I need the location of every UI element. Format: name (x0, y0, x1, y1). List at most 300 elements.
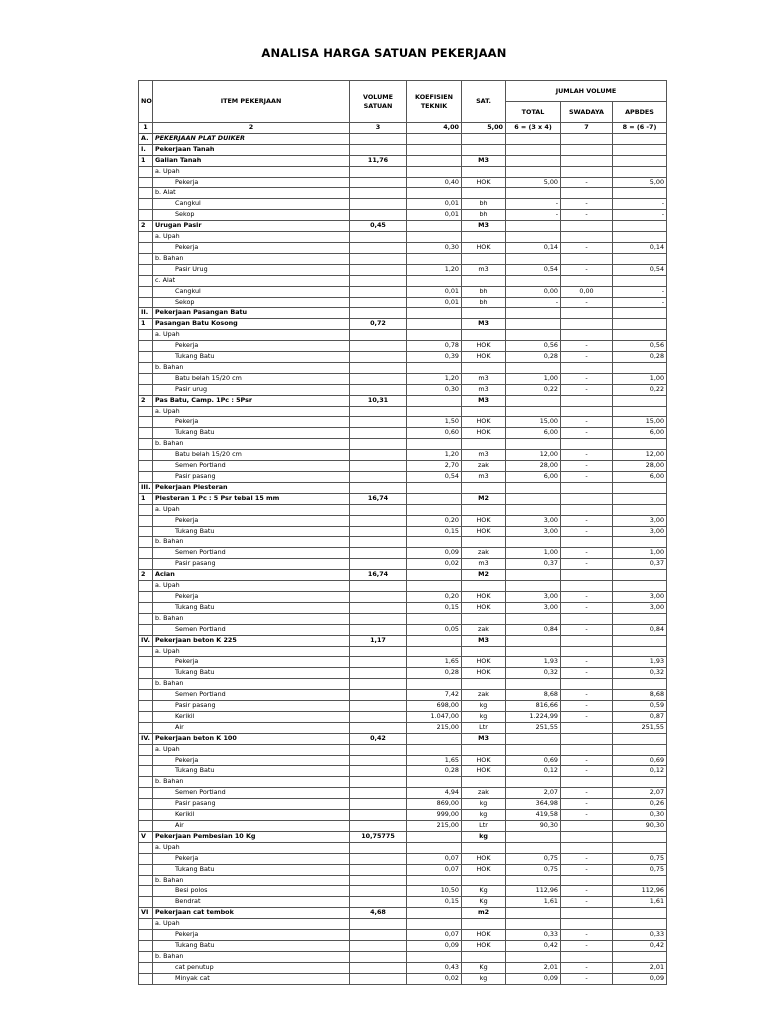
cell-apbdes (613, 330, 667, 341)
cell-sat: zak (462, 461, 506, 472)
cell-item: Tukang Batu (153, 940, 350, 951)
cell-swadaya (561, 722, 613, 733)
cell-apbdes: 0,32 (613, 668, 667, 679)
cell-apbdes (613, 155, 667, 166)
cell-apbdes (613, 831, 667, 842)
cell-no (139, 755, 153, 766)
cell-no (139, 973, 153, 984)
cell-swadaya (561, 744, 613, 755)
cell-item: Pekerja (153, 341, 350, 352)
cell-no: 2 (139, 395, 153, 406)
cell-no (139, 766, 153, 777)
cell-koefisien (407, 439, 462, 450)
table-row (139, 242, 667, 253)
cell-total: 90,30 (506, 821, 561, 832)
cell-swadaya (561, 613, 613, 624)
cell-sat (462, 777, 506, 788)
cell-apbdes: 0,14 (613, 242, 667, 253)
cell-no (139, 439, 153, 450)
cell-swadaya (561, 330, 613, 341)
cell-volume (350, 613, 407, 624)
cell-sat: HOK (462, 341, 506, 352)
cell-swadaya (561, 319, 613, 330)
cell-item: a. Upah (153, 919, 350, 930)
cell-total (506, 613, 561, 624)
cell-volume (350, 744, 407, 755)
cell-apbdes: 251,55 (613, 722, 667, 733)
cell-volume (350, 766, 407, 777)
table-row (139, 875, 667, 886)
cell-swadaya: - (561, 973, 613, 984)
cell-volume (350, 537, 407, 548)
cell-volume (350, 930, 407, 941)
cell-koefisien (407, 253, 462, 264)
cell-item: Pekerja (153, 242, 350, 253)
cell-sat: zak (462, 548, 506, 559)
cell-volume (350, 821, 407, 832)
col-header-sat: SAT. (462, 81, 506, 123)
cell-volume (350, 144, 407, 155)
cell-total (506, 537, 561, 548)
cell-total: 419,58 (506, 810, 561, 821)
cell-apbdes: 2,07 (613, 788, 667, 799)
cell-swadaya (561, 919, 613, 930)
cell-koefisien: 0,20 (407, 591, 462, 602)
cell-volume (350, 788, 407, 799)
table-row (139, 711, 667, 722)
cell-sat: m3 (462, 559, 506, 570)
cell-apbdes: 8,68 (613, 690, 667, 701)
cell-item: Kerikil (153, 711, 350, 722)
cell-sat (462, 646, 506, 657)
cell-sat (462, 613, 506, 624)
cell-total (506, 308, 561, 319)
cell-volume (350, 810, 407, 821)
table-row (139, 777, 667, 788)
table-row (139, 406, 667, 417)
cell-koefisien (407, 319, 462, 330)
cell-swadaya: - (561, 384, 613, 395)
cell-koefisien: 215,00 (407, 722, 462, 733)
cell-apbdes: - (613, 286, 667, 297)
cell-koefisien (407, 482, 462, 493)
cell-item: Pekerjaan beton K 225 (153, 635, 350, 646)
cell-koefisien: 1,20 (407, 450, 462, 461)
cell-volume: 0,42 (350, 733, 407, 744)
cell-item: Pekerjaan beton K 100 (153, 733, 350, 744)
cell-no (139, 864, 153, 875)
cell-total (506, 330, 561, 341)
cell-sat: HOK (462, 177, 506, 188)
cell-no (139, 417, 153, 428)
cell-volume: 16,74 (350, 570, 407, 581)
cell-item: Tukang Batu (153, 864, 350, 875)
cell-volume (350, 591, 407, 602)
cell-volume (350, 439, 407, 450)
cell-koefisien (407, 733, 462, 744)
table-row (139, 831, 667, 842)
cell-apbdes (613, 482, 667, 493)
cell-apbdes (613, 951, 667, 962)
cell-sat (462, 842, 506, 853)
cell-item: Pasir pasang (153, 799, 350, 810)
cell-item: Acian (153, 570, 350, 581)
cell-volume: 3 (350, 123, 407, 134)
table-row (139, 919, 667, 930)
table-row (139, 722, 667, 733)
cell-no (139, 624, 153, 635)
cell-total: 251,55 (506, 722, 561, 733)
cell-sat: zak (462, 624, 506, 635)
cell-koefisien: 10,50 (407, 886, 462, 897)
cell-no (139, 253, 153, 264)
cell-total: 0,00 (506, 286, 561, 297)
cell-total (506, 232, 561, 243)
analysis-table (138, 80, 667, 985)
cell-item: b. Alat (153, 188, 350, 199)
cell-total (506, 919, 561, 930)
cell-koefisien: 2,70 (407, 461, 462, 472)
cell-koefisien: 4,00 (407, 123, 462, 134)
cell-no (139, 690, 153, 701)
cell-total (506, 744, 561, 755)
cell-no (139, 810, 153, 821)
cell-swadaya: - (561, 472, 613, 483)
cell-no: 1 (139, 155, 153, 166)
table-row (139, 166, 667, 177)
cell-volume: 0,72 (350, 319, 407, 330)
cell-volume (350, 210, 407, 221)
cell-no (139, 515, 153, 526)
cell-total: 0,75 (506, 853, 561, 864)
cell-sat (462, 951, 506, 962)
cell-swadaya (561, 733, 613, 744)
table-row (139, 253, 667, 264)
cell-apbdes: 3,00 (613, 591, 667, 602)
cell-item: Pasir urug (153, 384, 350, 395)
cell-apbdes: 6,00 (613, 472, 667, 483)
cell-swadaya (561, 570, 613, 581)
cell-total (506, 504, 561, 515)
cell-total: 2,01 (506, 962, 561, 973)
cell-swadaya: 0,00 (561, 286, 613, 297)
cell-item: Pekerja (153, 853, 350, 864)
cell-item: Cangkul (153, 199, 350, 210)
cell-item: Pekerja (153, 515, 350, 526)
cell-no (139, 711, 153, 722)
cell-apbdes (613, 504, 667, 515)
cell-item: Kerikil (153, 810, 350, 821)
cell-total (506, 908, 561, 919)
cell-swadaya: - (561, 177, 613, 188)
table-row (139, 123, 667, 134)
cell-koefisien (407, 232, 462, 243)
cell-koefisien: 1.047,00 (407, 711, 462, 722)
cell-swadaya (561, 821, 613, 832)
cell-total (506, 635, 561, 646)
cell-total: 0,37 (506, 559, 561, 570)
cell-sat (462, 253, 506, 264)
cell-total: 1,61 (506, 897, 561, 908)
cell-swadaya (561, 908, 613, 919)
cell-apbdes: - (613, 199, 667, 210)
cell-apbdes: 1,00 (613, 373, 667, 384)
cell-sat (462, 133, 506, 144)
cell-koefisien: 0,07 (407, 864, 462, 875)
cell-swadaya: - (561, 591, 613, 602)
cell-volume: 4,68 (350, 908, 407, 919)
cell-swadaya: - (561, 417, 613, 428)
cell-apbdes: 1,61 (613, 897, 667, 908)
cell-no (139, 581, 153, 592)
cell-no (139, 472, 153, 483)
cell-total (506, 570, 561, 581)
cell-swadaya (561, 635, 613, 646)
cell-koefisien: 7,42 (407, 690, 462, 701)
cell-koefisien (407, 679, 462, 690)
cell-koefisien (407, 504, 462, 515)
cell-item: a. Upah (153, 504, 350, 515)
cell-total: 6,00 (506, 472, 561, 483)
cell-total: 0,42 (506, 940, 561, 951)
cell-no (139, 722, 153, 733)
cell-swadaya (561, 395, 613, 406)
cell-volume (350, 886, 407, 897)
cell-no (139, 406, 153, 417)
cell-apbdes: 1,93 (613, 657, 667, 668)
cell-apbdes: 2,01 (613, 962, 667, 973)
cell-volume (350, 602, 407, 613)
cell-swadaya: - (561, 701, 613, 712)
cell-volume (350, 242, 407, 253)
document-title: ANALISA HARGA SATUAN PEKERJAAN (261, 46, 507, 60)
cell-koefisien (407, 308, 462, 319)
cell-apbdes: 0,87 (613, 711, 667, 722)
cell-koefisien: 0,54 (407, 472, 462, 483)
cell-item: Tukang Batu (153, 602, 350, 613)
cell-no (139, 384, 153, 395)
cell-swadaya: - (561, 210, 613, 221)
cell-koefisien: 0,02 (407, 973, 462, 984)
cell-item: Sekop (153, 210, 350, 221)
cell-volume: 16,74 (350, 493, 407, 504)
cell-item: Pekerjaan Pembesian 10 Kg (153, 831, 350, 842)
cell-volume (350, 330, 407, 341)
table-row (139, 940, 667, 951)
cell-no (139, 613, 153, 624)
table-row (139, 188, 667, 199)
table-row (139, 395, 667, 406)
cell-item: Bendrat (153, 897, 350, 908)
cell-apbdes (613, 777, 667, 788)
cell-no (139, 919, 153, 930)
cell-apbdes (613, 908, 667, 919)
cell-koefisien (407, 951, 462, 962)
table-row (139, 537, 667, 548)
cell-apbdes (613, 613, 667, 624)
cell-no (139, 297, 153, 308)
cell-total: 364,98 (506, 799, 561, 810)
cell-item: Air (153, 821, 350, 832)
cell-swadaya (561, 951, 613, 962)
cell-volume (350, 646, 407, 657)
table-row (139, 155, 667, 166)
cell-no: I. (139, 144, 153, 155)
cell-sat (462, 362, 506, 373)
cell-item: Plesteran 1 Pc : 5 Psr tebal 15 mm (153, 493, 350, 504)
cell-sat: M3 (462, 155, 506, 166)
cell-sat: Ltr (462, 821, 506, 832)
cell-total (506, 395, 561, 406)
cell-no (139, 930, 153, 941)
table-row (139, 461, 667, 472)
cell-sat: bh (462, 210, 506, 221)
cell-item: b. Bahan (153, 537, 350, 548)
cell-apbdes (613, 875, 667, 886)
table-row (139, 766, 667, 777)
cell-sat: HOK (462, 940, 506, 951)
table-row (139, 962, 667, 973)
cell-total: 3,00 (506, 526, 561, 537)
cell-sat: m3 (462, 450, 506, 461)
cell-no (139, 537, 153, 548)
cell-swadaya (561, 679, 613, 690)
cell-koefisien (407, 908, 462, 919)
cell-koefisien: 0,28 (407, 766, 462, 777)
cell-swadaya (561, 875, 613, 886)
cell-volume (350, 472, 407, 483)
cell-no (139, 940, 153, 951)
cell-koefisien: 0,20 (407, 515, 462, 526)
table-row (139, 482, 667, 493)
table-row (139, 755, 667, 766)
cell-volume (350, 962, 407, 973)
cell-apbdes (613, 133, 667, 144)
cell-sat: m3 (462, 264, 506, 275)
cell-swadaya: - (561, 766, 613, 777)
cell-volume (350, 341, 407, 352)
cell-swadaya: - (561, 341, 613, 352)
cell-no (139, 886, 153, 897)
cell-apbdes (613, 275, 667, 286)
col-header-jumlah-volume: JUMLAH VOLUME (506, 81, 667, 102)
cell-swadaya: - (561, 668, 613, 679)
cell-sat: kg (462, 810, 506, 821)
cell-sat: HOK (462, 755, 506, 766)
cell-swadaya (561, 831, 613, 842)
cell-sat (462, 581, 506, 592)
cell-sat: m3 (462, 384, 506, 395)
cell-total (506, 253, 561, 264)
cell-apbdes: 112,96 (613, 886, 667, 897)
cell-koefisien (407, 635, 462, 646)
cell-apbdes (613, 232, 667, 243)
table-row (139, 319, 667, 330)
cell-sat: HOK (462, 930, 506, 941)
cell-item: Tukang Batu (153, 526, 350, 537)
cell-no (139, 199, 153, 210)
cell-sat: HOK (462, 864, 506, 875)
cell-no: 2 (139, 221, 153, 232)
cell-apbdes: 0,84 (613, 624, 667, 635)
cell-volume (350, 559, 407, 570)
cell-volume (350, 362, 407, 373)
cell-item: Semen Portland (153, 788, 350, 799)
table-row (139, 646, 667, 657)
cell-apbdes (613, 570, 667, 581)
col-header-apbdes: APBDES (613, 102, 667, 123)
cell-total: 0,33 (506, 930, 561, 941)
cell-swadaya: - (561, 788, 613, 799)
table-header (139, 81, 667, 123)
cell-apbdes: 1,00 (613, 548, 667, 559)
cell-koefisien: 0,43 (407, 962, 462, 973)
cell-no: IV. (139, 733, 153, 744)
cell-no (139, 842, 153, 853)
cell-apbdes: 0,28 (613, 352, 667, 363)
cell-koefisien: 215,00 (407, 821, 462, 832)
cell-item: PEKERJAAN PLAT DUIKER (153, 133, 350, 144)
cell-total: 0,75 (506, 864, 561, 875)
cell-sat: HOK (462, 428, 506, 439)
cell-no (139, 166, 153, 177)
cell-swadaya: - (561, 853, 613, 864)
cell-no: III. (139, 482, 153, 493)
cell-volume (350, 199, 407, 210)
cell-koefisien: 0,09 (407, 548, 462, 559)
table-row (139, 232, 667, 243)
cell-no (139, 548, 153, 559)
cell-sat: HOK (462, 657, 506, 668)
cell-total: 0,22 (506, 384, 561, 395)
cell-sat: M3 (462, 733, 506, 744)
cell-sat: HOK (462, 526, 506, 537)
cell-koefisien (407, 155, 462, 166)
cell-volume (350, 853, 407, 864)
cell-apbdes (613, 144, 667, 155)
cell-total (506, 842, 561, 853)
cell-no: 1 (139, 319, 153, 330)
cell-apbdes (613, 362, 667, 373)
table-row (139, 504, 667, 515)
cell-swadaya (561, 581, 613, 592)
cell-apbdes: 0,30 (613, 810, 667, 821)
cell-apbdes (613, 308, 667, 319)
cell-apbdes (613, 406, 667, 417)
cell-no (139, 330, 153, 341)
table-row (139, 821, 667, 832)
cell-apbdes (613, 733, 667, 744)
cell-sat: Kg (462, 897, 506, 908)
cell-apbdes (613, 439, 667, 450)
table-row (139, 701, 667, 712)
cell-volume (350, 951, 407, 962)
table-row (139, 297, 667, 308)
cell-item: b. Bahan (153, 613, 350, 624)
cell-no: V (139, 831, 153, 842)
cell-koefisien: 0,15 (407, 897, 462, 908)
cell-apbdes: 0,75 (613, 853, 667, 864)
cell-apbdes (613, 253, 667, 264)
cell-swadaya: - (561, 711, 613, 722)
cell-total: 15,00 (506, 417, 561, 428)
cell-item: Pasir Urug (153, 264, 350, 275)
cell-volume (350, 428, 407, 439)
cell-item: Semen Portland (153, 624, 350, 635)
cell-sat: M3 (462, 635, 506, 646)
cell-apbdes: 3,00 (613, 526, 667, 537)
cell-item: Pekerja (153, 177, 350, 188)
